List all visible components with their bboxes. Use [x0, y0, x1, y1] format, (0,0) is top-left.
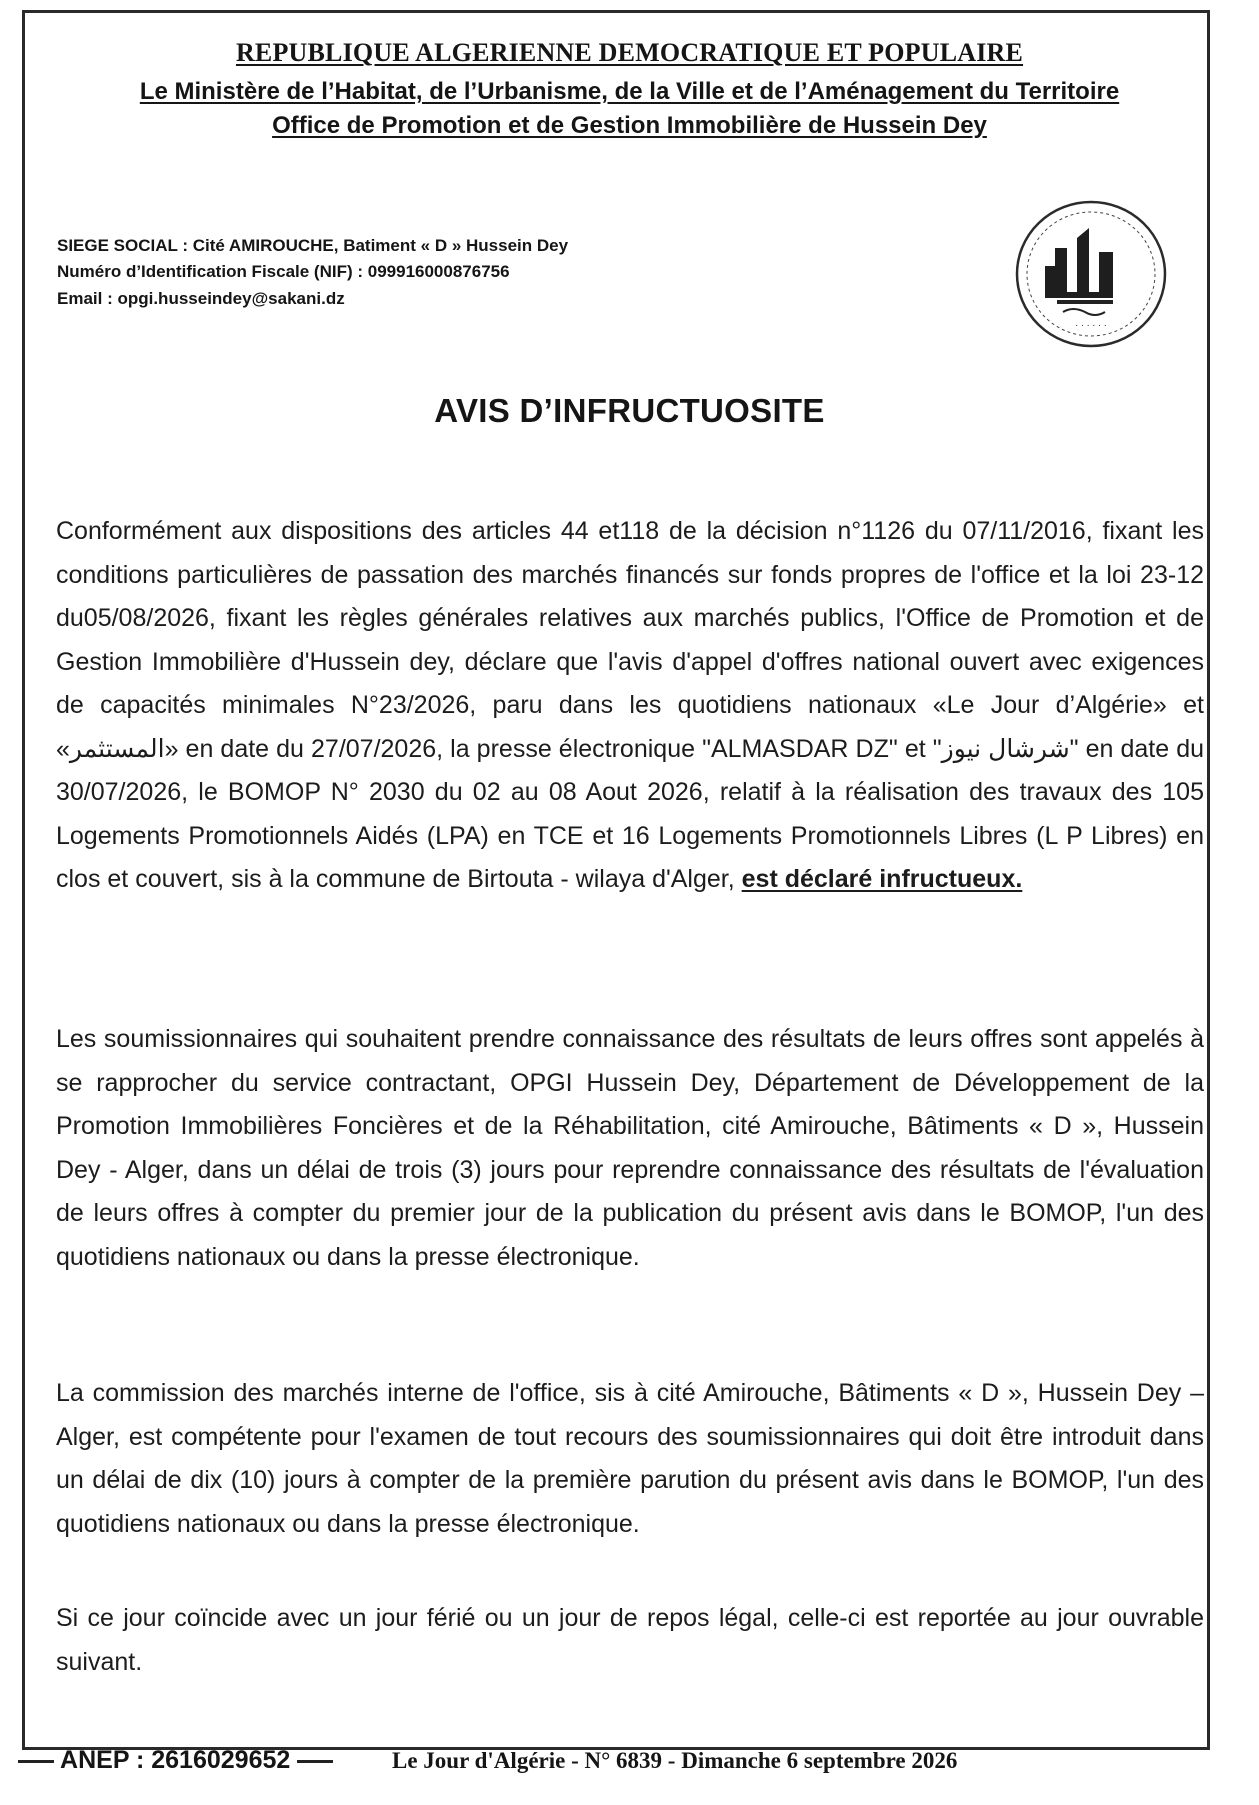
office-seal-stamp	[997, 188, 1187, 360]
office-header: Office de Promotion et de Gestion Immobilière de Hussein Dey	[272, 112, 987, 139]
paragraph-2: Les soumissionnaires qui souhaitent prendre connaissance des résultats de leurs offres sont appelés à se rapprocher du service contractant, OPGI Hussein Dey, Département de Développement de la Promotion Immobilières Foncières et de la Réhabilitation, cité Amirouche, Bâtiments « D », Hussein Dey - Alger, dans un délai de trois (3) jours pour reprendre connaissance des résultats de l'évaluation de leurs offres à compter du premier jour de la publication du présent avis dans le BOMOP, l'un des quotidiens nationaux ou dans la presse électronique.	[56, 1025, 1204, 1271]
anep-reference	[18, 1746, 333, 1775]
dash-left	[18, 1760, 54, 1763]
paragraph-1-text: Conformément aux dispositions des articles 44 et118 de la décision n°1126 du 07/11/2016, fixant les conditions particulières de passation des marchés financés sur fonds propres de l'office et la loi 23-12 du05/08/2026, fixant les règles générales relatives aux marchés publics, l'Office de Promotion et de Gestion Immobilière d'Hussein dey, déclare que l'avis d'appel d'offres national ouvert avec exigences de capacités minimales N°23/2026, paru dans les quotidiens nationaux «Le Jour d’Algérie» et «المستثمر» en date du 27/07/2026, la presse électronique "ALMASDAR DZ" et "شرشال نيوز" en date du 30/07/2026, le BOMOP N° 2030 du 02 au 08 Aout 2026, relatif à la réalisation des travaux des 105 Logements Promotionnels Aidés (LPA) en TCE et 16 Logements Promotionnels Libres (L P Libres) en clos et couvert, sis à la commune de Birtouta - wilaya d'Alger,	[56, 517, 1205, 893]
paragraph-1	[56, 510, 1204, 902]
email-address: Email : opgi.husseindey@sakani.dz	[57, 289, 345, 308]
notice-title: AVIS D’INFRUCTUOSITE	[434, 392, 825, 429]
nif-number: Numéro d’Identification Fiscale (NIF) : 099916000876756	[57, 262, 510, 281]
journal-reference: Le Jour d'Algérie - N° 6839 - Dimanche 6 septembre 2026	[392, 1748, 958, 1773]
dash-right	[297, 1760, 333, 1763]
declared-infructueux: est déclaré infructueux.	[741, 865, 1023, 893]
anep-text: ANEP : 2616029652	[60, 1746, 291, 1774]
paragraph-3: La commission des marchés interne de l'office, sis à cité Amirouche, Bâtiments « D », Hussein Dey – Alger, est compétente pour l'examen de tout recours des soumissionnaires qui doit être introduit dans un délai de dix (10) jours à compter de la première parution du présent avis dans le BOMOP, l'un des quotidiens nationaux ou dans la presse électronique.	[56, 1379, 1204, 1538]
paragraph-4: Si ce jour coïncide avec un jour férié ou un jour de repos légal, celle-ci est reportée au jour ouvrable suivant.	[56, 1604, 1204, 1676]
svg-text:. . . . . .: . . . . . .	[1075, 319, 1107, 329]
republic-header: REPUBLIQUE ALGERIENNE DEMOCRATIQUE ET POPULAIRE	[235, 38, 1024, 67]
siege-social: SIEGE SOCIAL : Cité AMIROUCHE, Batiment « D » Hussein Dey	[57, 236, 569, 255]
ministry-header: Le Ministère de l’Habitat, de l’Urbanisme, de la Ville et de l’Aménagement du Territoire	[139, 78, 1120, 105]
